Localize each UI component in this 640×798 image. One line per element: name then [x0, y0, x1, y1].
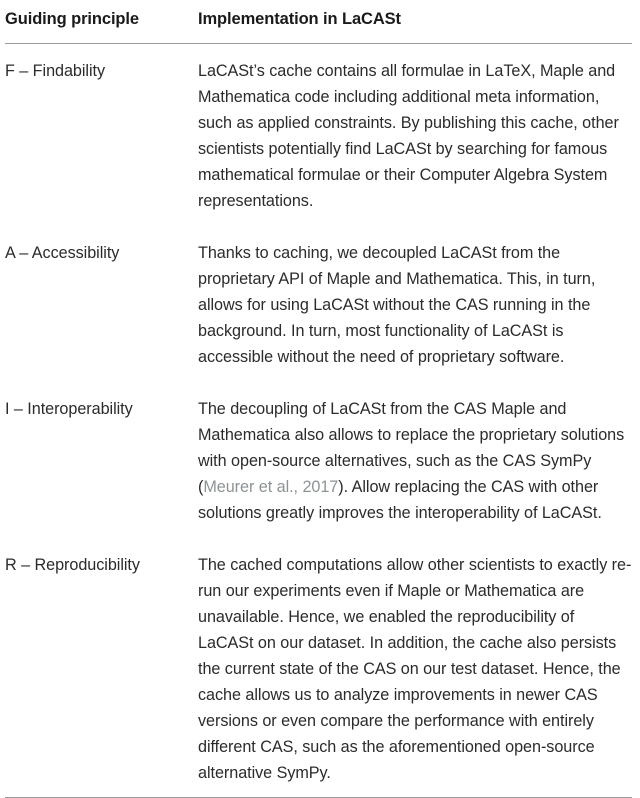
- table-row: [5, 552, 632, 798]
- cell-principle: A – Accessibility: [5, 244, 120, 262]
- guiding-principles-table: [5, 0, 632, 798]
- table-body: [5, 44, 632, 798]
- column-header-implementation: Implementation in LaCASt: [198, 10, 401, 28]
- column-header-guiding-principle: Guiding principle: [5, 10, 139, 28]
- implementation-text: The decoupling of LaCASt from the CAS Maple and Mathematica also allows to replace the proprietary solutions with open-source alternatives, such as the CAS SymPy (: [198, 400, 625, 496]
- citation-link[interactable]: Meurer et al., 2017: [203, 478, 339, 496]
- cell-implementation: [198, 396, 632, 526]
- row-spacer: [5, 370, 632, 396]
- header-row: [5, 0, 632, 44]
- implementation-text-continued: ). Allow replacing the CAS with other solutions greatly improves the interoperability of LaCASt.: [198, 478, 602, 522]
- row-spacer-cell: [5, 370, 198, 396]
- cell-implementation: [198, 240, 632, 370]
- row-spacer-cell: [198, 526, 632, 552]
- cell-principle: F – Findability: [5, 62, 106, 80]
- table-row: [5, 44, 632, 215]
- row-spacer-cell: [5, 214, 198, 240]
- cell-principle: I – Interoperability: [5, 400, 133, 418]
- table-row: [5, 240, 632, 370]
- cell-implementation: [198, 552, 632, 798]
- implementation-text: The cached computations allow other scientists to exactly re-run our experiments even if Maple or Mathematica are unavailable. Hence, we enabled the reproducibility of LaCASt on our dataset. In addition, the cache also persists the current state of the CAS on our test dataset. Hence, the cache allows us to analyze improvements in newer CAS versions or even compare the performance with entirely different CAS, such as the aforementioned open-source alternative SymPy.: [198, 556, 632, 782]
- row-spacer-cell: [5, 526, 198, 552]
- row-spacer-cell: [198, 214, 632, 240]
- row-spacer: [5, 214, 632, 240]
- implementation-text: Thanks to caching, we decoupled LaCASt from the proprietary API of Maple and Mathematica. This, in turn, allows for using LaCASt without the CAS running in the background. In turn, most functionality of LaCASt is accessible without the need of proprietary software.: [198, 244, 596, 366]
- table-row: [5, 396, 632, 526]
- cell-implementation: [198, 44, 632, 215]
- table-header: [5, 0, 632, 44]
- cell-principle: R – Reproducibility: [5, 556, 140, 574]
- row-spacer: [5, 526, 632, 552]
- row-spacer-cell: [198, 370, 632, 396]
- implementation-text: LaCASt’s cache contains all formulae in LaTeX, Maple and Mathematica code including additional meta information, such as applied constraints. By publishing this cache, other scientists potentially find LaCASt by searching for famous mathematical formulae or their Computer Algebra System representations.: [198, 62, 619, 210]
